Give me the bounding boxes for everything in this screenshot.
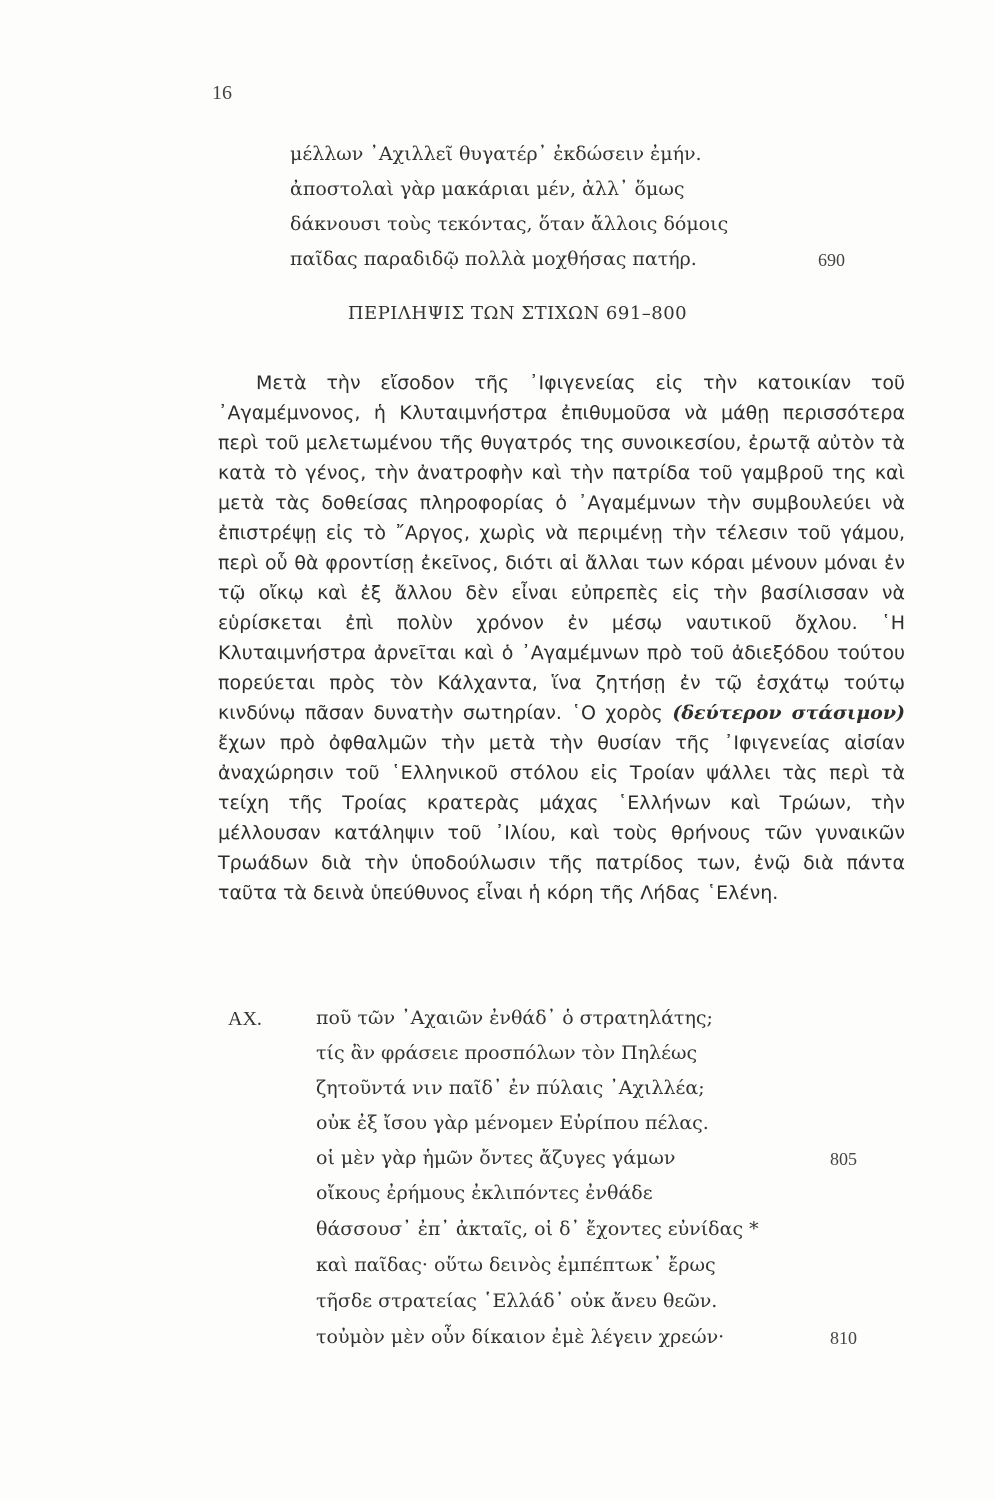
verse-line: ποῦ τῶν ᾿Αχαιῶν ἐνθάδ᾿ ὁ στρατηλάτης;	[316, 1007, 713, 1029]
verse-line: θάσσουσ᾿ ἐπ᾿ ἀκταῖς, οἱ δ᾿ ἔχοντες εὐνίδας *	[316, 1218, 759, 1240]
verse-line: καὶ παῖδας· οὕτω δεινὸς ἐμπέπτωκ᾿ ἔρως	[316, 1254, 716, 1276]
speaker-label: ΑΧ.	[228, 1008, 262, 1030]
verse-line: τῆσδε στρατείας ῾Ελλάδ᾿ οὐκ ἄνευ θεῶν.	[316, 1290, 718, 1312]
verse-line: δάκνουσι τοὺς τεκόντας, ὅταν ἄλλοις δόμοις	[290, 213, 729, 235]
summary-emphasis: (δεύτερον στάσιμον)	[672, 702, 905, 724]
summary-text-1: Μετὰ τὴν εἴσοδον τῆς ᾿Ιφιγενείας εἰς τὴν κατοικίαν τοῦ ᾿Αγαμέμνονος, ἡ Κλυταιμνήστρα ἐπιθυμοῦσα νὰ μάθῃ περισσότερα περὶ τοῦ μελετωμένου τῆς θυγατρός της συνοικεσίου, ἐρωτᾷ αὐτὸν τὰ κατὰ τὸ γένος, τὴν ἀνατροφὴν καὶ τὴν πατρίδα τοῦ γαμβροῦ της καὶ μετὰ τὰς δοθείσας πληροφορίας ὁ ᾿Αγαμέμνων τὴν συμβουλεύει νὰ ἐπιστρέψῃ εἰς τὸ ῎Αργος, χωρὶς νὰ περιμένῃ τὴν τέλεσιν τοῦ γάμου, περὶ οὗ θὰ φροντίσῃ ἐκεῖνος, διότι αἱ ἄλλαι των κόραι μένουν μόναι ἐν τῷ οἴκῳ καὶ ἐξ ἄλλου δὲν εἶναι εὐπρεπὲς εἰς τὴν βασίλισσαν νὰ εὑρίσκεται ἐπὶ πολὺν χρόνον ἐν μέσῳ ναυτικοῦ ὄχλου. ῾Η Κλυταιμνήστρα ἀρνεῖται καὶ ὁ ᾿Αγαμέμνων πρὸ τοῦ ἀδιεξόδου τούτου πορεύεται πρὸς τὸν Κάλχαντα, ἵνα ζητήσῃ ἐν τῷ ἐσχάτῳ τούτῳ κινδύνῳ πᾶσαν δυνατὴν σωτηρίαν. ῾Ο χορὸς	[218, 372, 905, 724]
verse-line: ἀποστολαὶ γὰρ μακάριαι μέν, ἀλλ᾿ ὅμως	[290, 178, 685, 200]
verse-line: μέλλων ᾿Αχιλλεῖ θυγατέρ᾿ ἐκδώσειν ἐμήν.	[290, 143, 702, 165]
line-number: 690	[818, 250, 845, 270]
verse-line: ζητοῦντά νιν παῖδ᾿ ἐν πύλαις ᾿Αχιλλέα;	[316, 1077, 705, 1099]
verse-line: οἴκους ἐρήμους ἐκλιπόντες ἐνθάδε	[316, 1182, 653, 1204]
summary-text-2: ἔχων πρὸ ὀφθαλμῶν τὴν μετὰ τὴν θυσίαν τῆς ᾿Ιφιγενείας αἰσίαν ἀναχώρησιν τοῦ ῾Ελληνικοῦ στόλου εἰς Τροίαν ψάλλει τὰς περὶ τὰ τείχη τῆς Τροίας κρατερὰς μάχας ῾Ελλήνων καὶ Τρώων, τὴν μέλλουσαν κατάληψιν τοῦ ᾿Ιλίου, καὶ τοὺς θρήνους τῶν γυναικῶν Τρωάδων διὰ τὴν ὑποδούλωσιν τῆς πατρίδος των, ἐνῷ διὰ πάντα ταῦτα τὰ δεινὰ ὑπεύθυνος εἶναι ἡ κόρη τῆς Λήδας ῾Ελένη.	[218, 732, 905, 904]
verse-line: τοὐμὸν μὲν οὖν δίκαιον ἐμὲ λέγειν χρεών·	[316, 1326, 725, 1348]
verse-line: παῖδας παραδιδῷ πολλὰ μοχθήσας πατήρ.	[290, 248, 697, 270]
summary-paragraph	[218, 368, 905, 908]
verse-line: οἱ μὲν γὰρ ἡμῶν ὄντες ἄζυγες γάμων	[316, 1147, 676, 1169]
page-number: 16	[212, 82, 232, 104]
verse-line: τίς ἂν φράσειε προσπόλων τὸν Πηλέως	[316, 1042, 698, 1064]
line-number: 810	[830, 1328, 857, 1348]
verse-line: οὐκ ἐξ ἴσου γὰρ μένομεν Εὐρίπου πέλας.	[316, 1112, 709, 1134]
line-number: 805	[830, 1149, 857, 1169]
section-heading: ΠΕΡΙΛΗΨΙΣ ΤΩΝ ΣΤΙΧΩΝ 691–800	[347, 303, 688, 324]
